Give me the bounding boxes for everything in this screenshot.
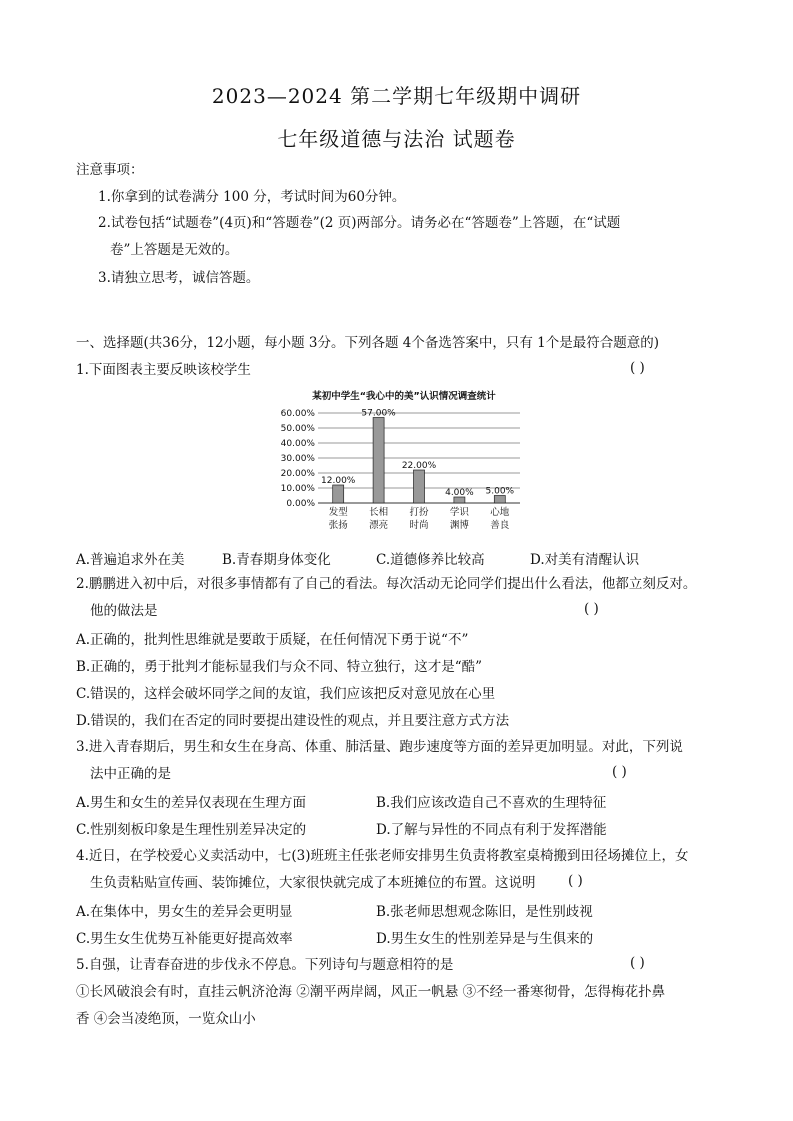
notice-item-3: 3.请独立思考，诚信答题。 (98, 270, 260, 286)
q3-option-b: B.我们应该改造自己不喜欢的生理特征 (376, 795, 607, 811)
x-tick-label: 心地 (490, 507, 510, 518)
survey-bar-chart (258, 385, 538, 537)
y-tick-label: 10.00% (280, 484, 315, 494)
y-tick-label: 50.00% (280, 424, 315, 434)
answer-paren: ( ) (612, 764, 627, 780)
q2-option-d: D.错误的，我们在否定的同时要提出建设性的观点，并且要注意方式方法 (76, 713, 510, 729)
question-5-poems: ①长风破浪会有时，直挂云帆济沧海 ②潮平两岸阔，风正一帆悬 ③不经一番寒彻骨，怎得梅花扑鼻 (76, 984, 666, 1000)
chart-title: 某初中学生“我心中的美”认识情况调查统计 (312, 391, 496, 402)
x-tick-label: 学识 (449, 507, 469, 518)
notice-item-2-cont: 卷”上答题是无效的。 (110, 242, 239, 258)
q3-option-d: D.了解与异性的不同点有利于发挥潜能 (376, 822, 607, 838)
y-tick-label: 40.00% (280, 439, 315, 449)
answer-paren: ( ) (584, 601, 599, 617)
q3-option-a: A.男生和女生的差异仅表现在生理方面 (76, 795, 307, 811)
x-tick-label: 善良 (490, 520, 510, 531)
data-label: 5.00% (485, 486, 515, 497)
data-label: 22.00% (401, 461, 437, 471)
y-tick-label: 20.00% (280, 469, 315, 479)
exam-subtitle: 七年级道德与法治 试题卷 (277, 127, 516, 151)
question-4-stem: 4.近日，在学校爱心义卖活动中，七(3)班班主任张老师安排男生负责将教室桌椅搬到田径场摊位上，女 (76, 848, 689, 864)
x-tick-label: 张扬 (328, 520, 348, 531)
exam-title: 2023—2024 第二学期七年级期中调研 (211, 84, 582, 108)
x-tick-label: 渊博 (449, 520, 469, 531)
question-2-stem-cont: 他的做法是 (90, 603, 158, 619)
notice-item-2: 2.试卷包括“试题卷”(4页)和“答题卷”(2 页)两部分。请务必在“答题卷”上答题，在“试题 (98, 215, 621, 231)
x-tick-label: 时尚 (409, 520, 429, 531)
answer-paren: ( ) (630, 955, 645, 971)
x-tick-label: 发型 (328, 507, 348, 518)
notice-heading: 注意事项： (76, 162, 144, 178)
question-5-stem: 5.自强，让青春奋进的步伐永不停息。下列诗句与题意相符的是 (76, 957, 454, 973)
data-label: 4.00% (445, 488, 474, 498)
answer-paren: ( ) (568, 873, 583, 889)
y-tick-label: 0.00% (286, 499, 315, 509)
q3-option-c: C.性别刻板印象是生理性别差异决定的 (76, 822, 307, 838)
bar (373, 418, 384, 504)
q4-option-b: B.张老师思想观念陈旧，是性别歧视 (376, 904, 593, 920)
q1-option-a: A.普遍追求外在美 (76, 552, 185, 568)
question-3-stem: 3.进入青春期后，男生和女生在身高、体重、肺活量、跑步速度等方面的差异更加明显。对此，下列说 (76, 739, 683, 755)
q1-option-d: D.对美有清醒认识 (530, 552, 640, 568)
bar (494, 496, 505, 504)
x-tick-label: 漂亮 (369, 520, 389, 531)
q2-option-c: C.错误的，这样会破坏同学之间的友谊，我们应该把反对意见放在心里 (76, 686, 496, 702)
answer-paren: ( ) (630, 360, 645, 376)
question-5-poems-cont: 香 ④会当凌绝顶，一览众山小 (76, 1011, 256, 1027)
q4-option-d: D.男生女生的性别差异是与生俱来的 (376, 931, 594, 947)
q4-option-a: A.在集体中，男女生的差异会更明显 (76, 904, 293, 920)
data-label: 57.00% (361, 408, 396, 419)
bar (414, 470, 425, 503)
x-tick-label: 打扮 (409, 507, 429, 518)
question-1-stem: 1.下面图表主要反映该校学生 (76, 362, 251, 378)
q1-option-c: C.道德修养比较高 (376, 552, 485, 568)
question-3-stem-cont: 法中正确的是 (90, 766, 171, 782)
section-heading: 一、选择题(共36分，12小题，每小题 3分。下列各题 4个备选答案中，只有 1个是最符合题意的) (76, 335, 660, 351)
q2-option-b: B.正确的，勇于批判才能标显我们与众不同、特立独行，这才是“酷” (76, 659, 483, 675)
q4-option-c: C.男生女生优势互补能更好提高效率 (76, 931, 293, 947)
notice-item-1: 1.你拿到的试卷满分 100 分，考试时间为60分钟。 (98, 189, 406, 205)
question-2-stem: 2.鹏鹏进入初中后，对很多事情都有了自己的看法。每次活动无论同学们提出什么看法，他都立刻反对。 (76, 576, 697, 592)
data-label: 12.00% (321, 476, 356, 486)
q1-option-b: B.青春期身体变化 (222, 552, 331, 568)
q2-option-a: A.正确的，批判性思维就是要敢于质疑，在任何情况下勇于说“不” (76, 632, 469, 648)
y-tick-label: 60.00% (280, 409, 315, 419)
y-tick-label: 30.00% (280, 454, 315, 464)
bar (333, 485, 344, 503)
question-4-stem-cont: 生负责粘贴宣传画、装饰摊位，大家很快就完成了本班摊位的布置。这说明 (90, 875, 536, 891)
x-tick-label: 长相 (369, 507, 389, 518)
